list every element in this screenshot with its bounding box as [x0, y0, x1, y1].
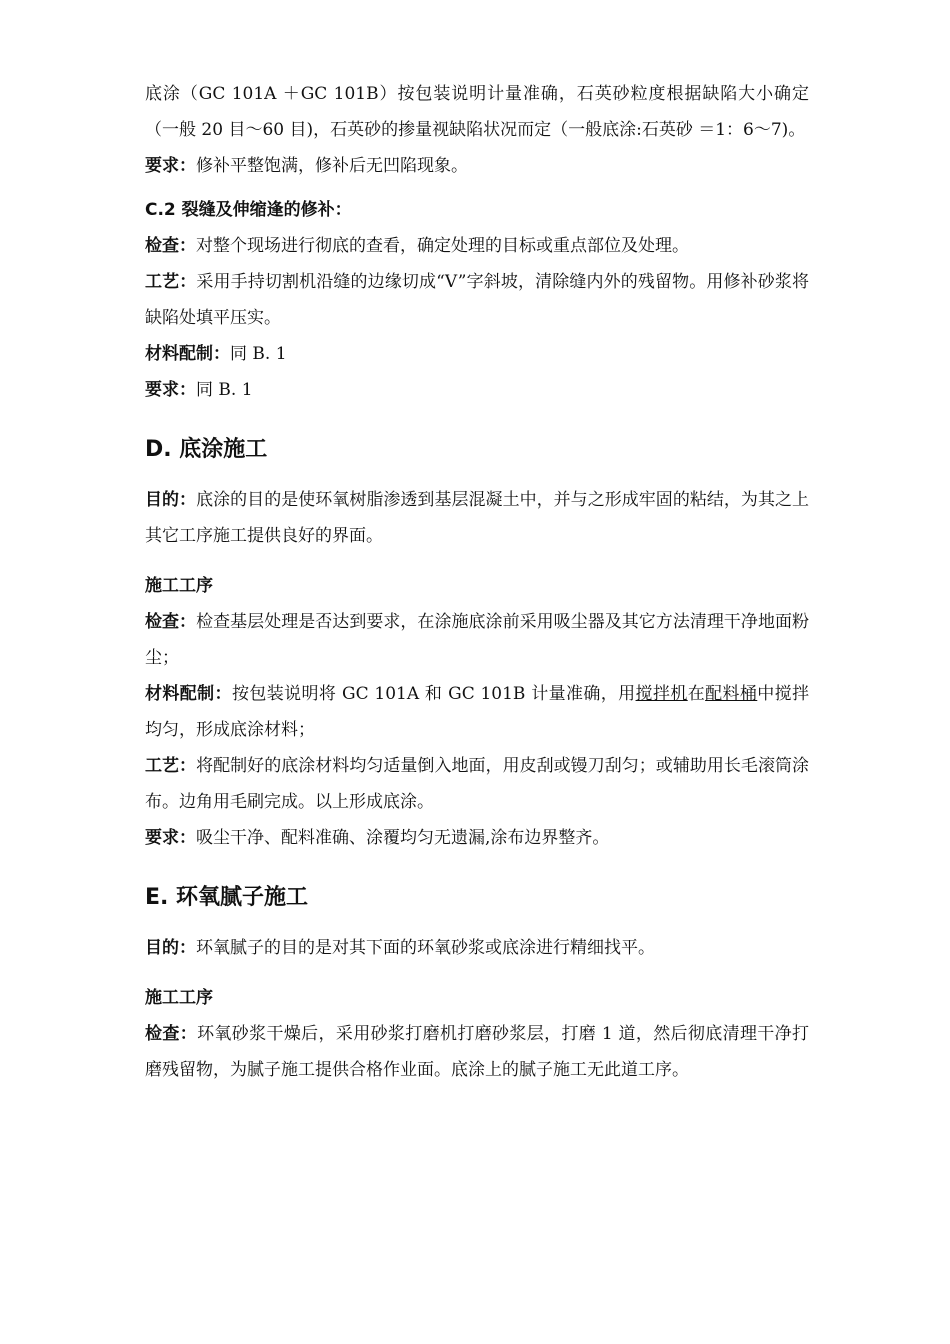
material-label: 材料配制：: [145, 684, 232, 704]
section-heading-d: D. 底涂施工: [145, 437, 268, 462]
process-title: 施工工序: [145, 988, 213, 1008]
paragraph-requirement: [145, 148, 809, 184]
purpose-label: 目的：: [145, 490, 197, 510]
paragraph-requirement: [145, 372, 809, 408]
paragraph-check: [145, 604, 809, 676]
paragraph-primer-mix: [145, 76, 809, 148]
paragraph-check: [145, 1016, 809, 1088]
link-mixing-bucket[interactable]: 配料桶: [705, 684, 758, 704]
paragraph-requirement: [145, 820, 809, 856]
check-label: 检查：: [145, 236, 196, 256]
requirement-label: 要求：: [145, 380, 196, 400]
check-text: 环氧砂浆干燥后，采用砂浆打磨机打磨砂浆层，打磨 1 道，然后彻底清理干净打磨残留物，为腻子施工提供合格作业面。底涂上的腻子施工无此道工序。: [145, 1024, 810, 1080]
paragraph-craft: [145, 748, 809, 820]
check-text: 对整个现场进行彻底的查看，确定处理的目标或重点部位及处理。: [196, 236, 689, 256]
craft-text: 采用手持切割机沿缝的边缘切成“V”字斜坡，清除缝内外的残留物。用修补砂浆将缺陷处填平压实。: [145, 272, 810, 328]
requirement-text: 同 B. 1: [196, 380, 253, 400]
paragraph-check: [145, 228, 809, 264]
paragraph-material: [145, 676, 809, 748]
purpose-text: 环氧腻子的目的是对其下面的环氧砂浆或底涂进行精细找平。: [196, 938, 655, 958]
craft-label: 工艺：: [145, 756, 197, 776]
craft-label: 工艺：: [145, 272, 197, 292]
requirement-text: 修补平整饱满，修补后无凹陷现象。: [196, 156, 468, 176]
document-page: [145, 76, 809, 1088]
check-label: 检查：: [145, 612, 197, 632]
check-label: 检查：: [145, 1024, 198, 1044]
process-title: 施工工序: [145, 576, 213, 596]
primer-mix-text: 底涂（GC 101A ＋GC 101B）按包装说明计量准确，石英砂粒度根据缺陷大小确定（一般 20 目～60 目)，石英砂的掺量视缺陷状况而定（一般底涂:石英砂 ＝1：6～7)。: [145, 84, 809, 140]
subsection-title-c2: C.2 裂缝及伸缩逢的修补：: [145, 200, 352, 220]
purpose-text: 底涂的目的是使环氧树脂渗透到基层混凝土中，并与之形成牢固的粘结，为其之上其它工序施工提供良好的界面。: [145, 490, 810, 546]
material-label: 材料配制：: [145, 344, 230, 364]
paragraph-material: [145, 336, 809, 372]
material-text: 同 B. 1: [230, 344, 287, 364]
paragraph-purpose: [145, 482, 809, 554]
material-text-pre: 按包装说明将 GC 101A 和 GC 101B 计量准确，用: [231, 684, 636, 704]
requirement-label: 要求：: [145, 156, 196, 176]
purpose-label: 目的：: [145, 938, 196, 958]
requirement-label: 要求：: [145, 828, 196, 848]
paragraph-craft: [145, 264, 809, 336]
material-text-post: 中搅拌均匀，形成底涂材料；: [145, 684, 810, 740]
requirement-text: 吸尘干净、配料准确、涂覆均匀无遗漏,涂布边界整齐。: [196, 828, 610, 848]
material-text-mid: 在: [687, 684, 706, 704]
paragraph-purpose: [145, 930, 809, 966]
link-mixer[interactable]: 搅拌机: [635, 684, 688, 704]
craft-text: 将配制好的底涂材料均匀适量倒入地面，用皮刮或镘刀刮匀；或辅助用长毛滚筒涂布。边角用毛刷完成。以上形成底涂。: [145, 756, 810, 812]
section-heading-e: E. 环氧腻子施工: [145, 885, 309, 910]
check-text: 检查基层处理是否达到要求，在涂施底涂前采用吸尘器及其它方法清理干净地面粉尘；: [145, 612, 810, 668]
